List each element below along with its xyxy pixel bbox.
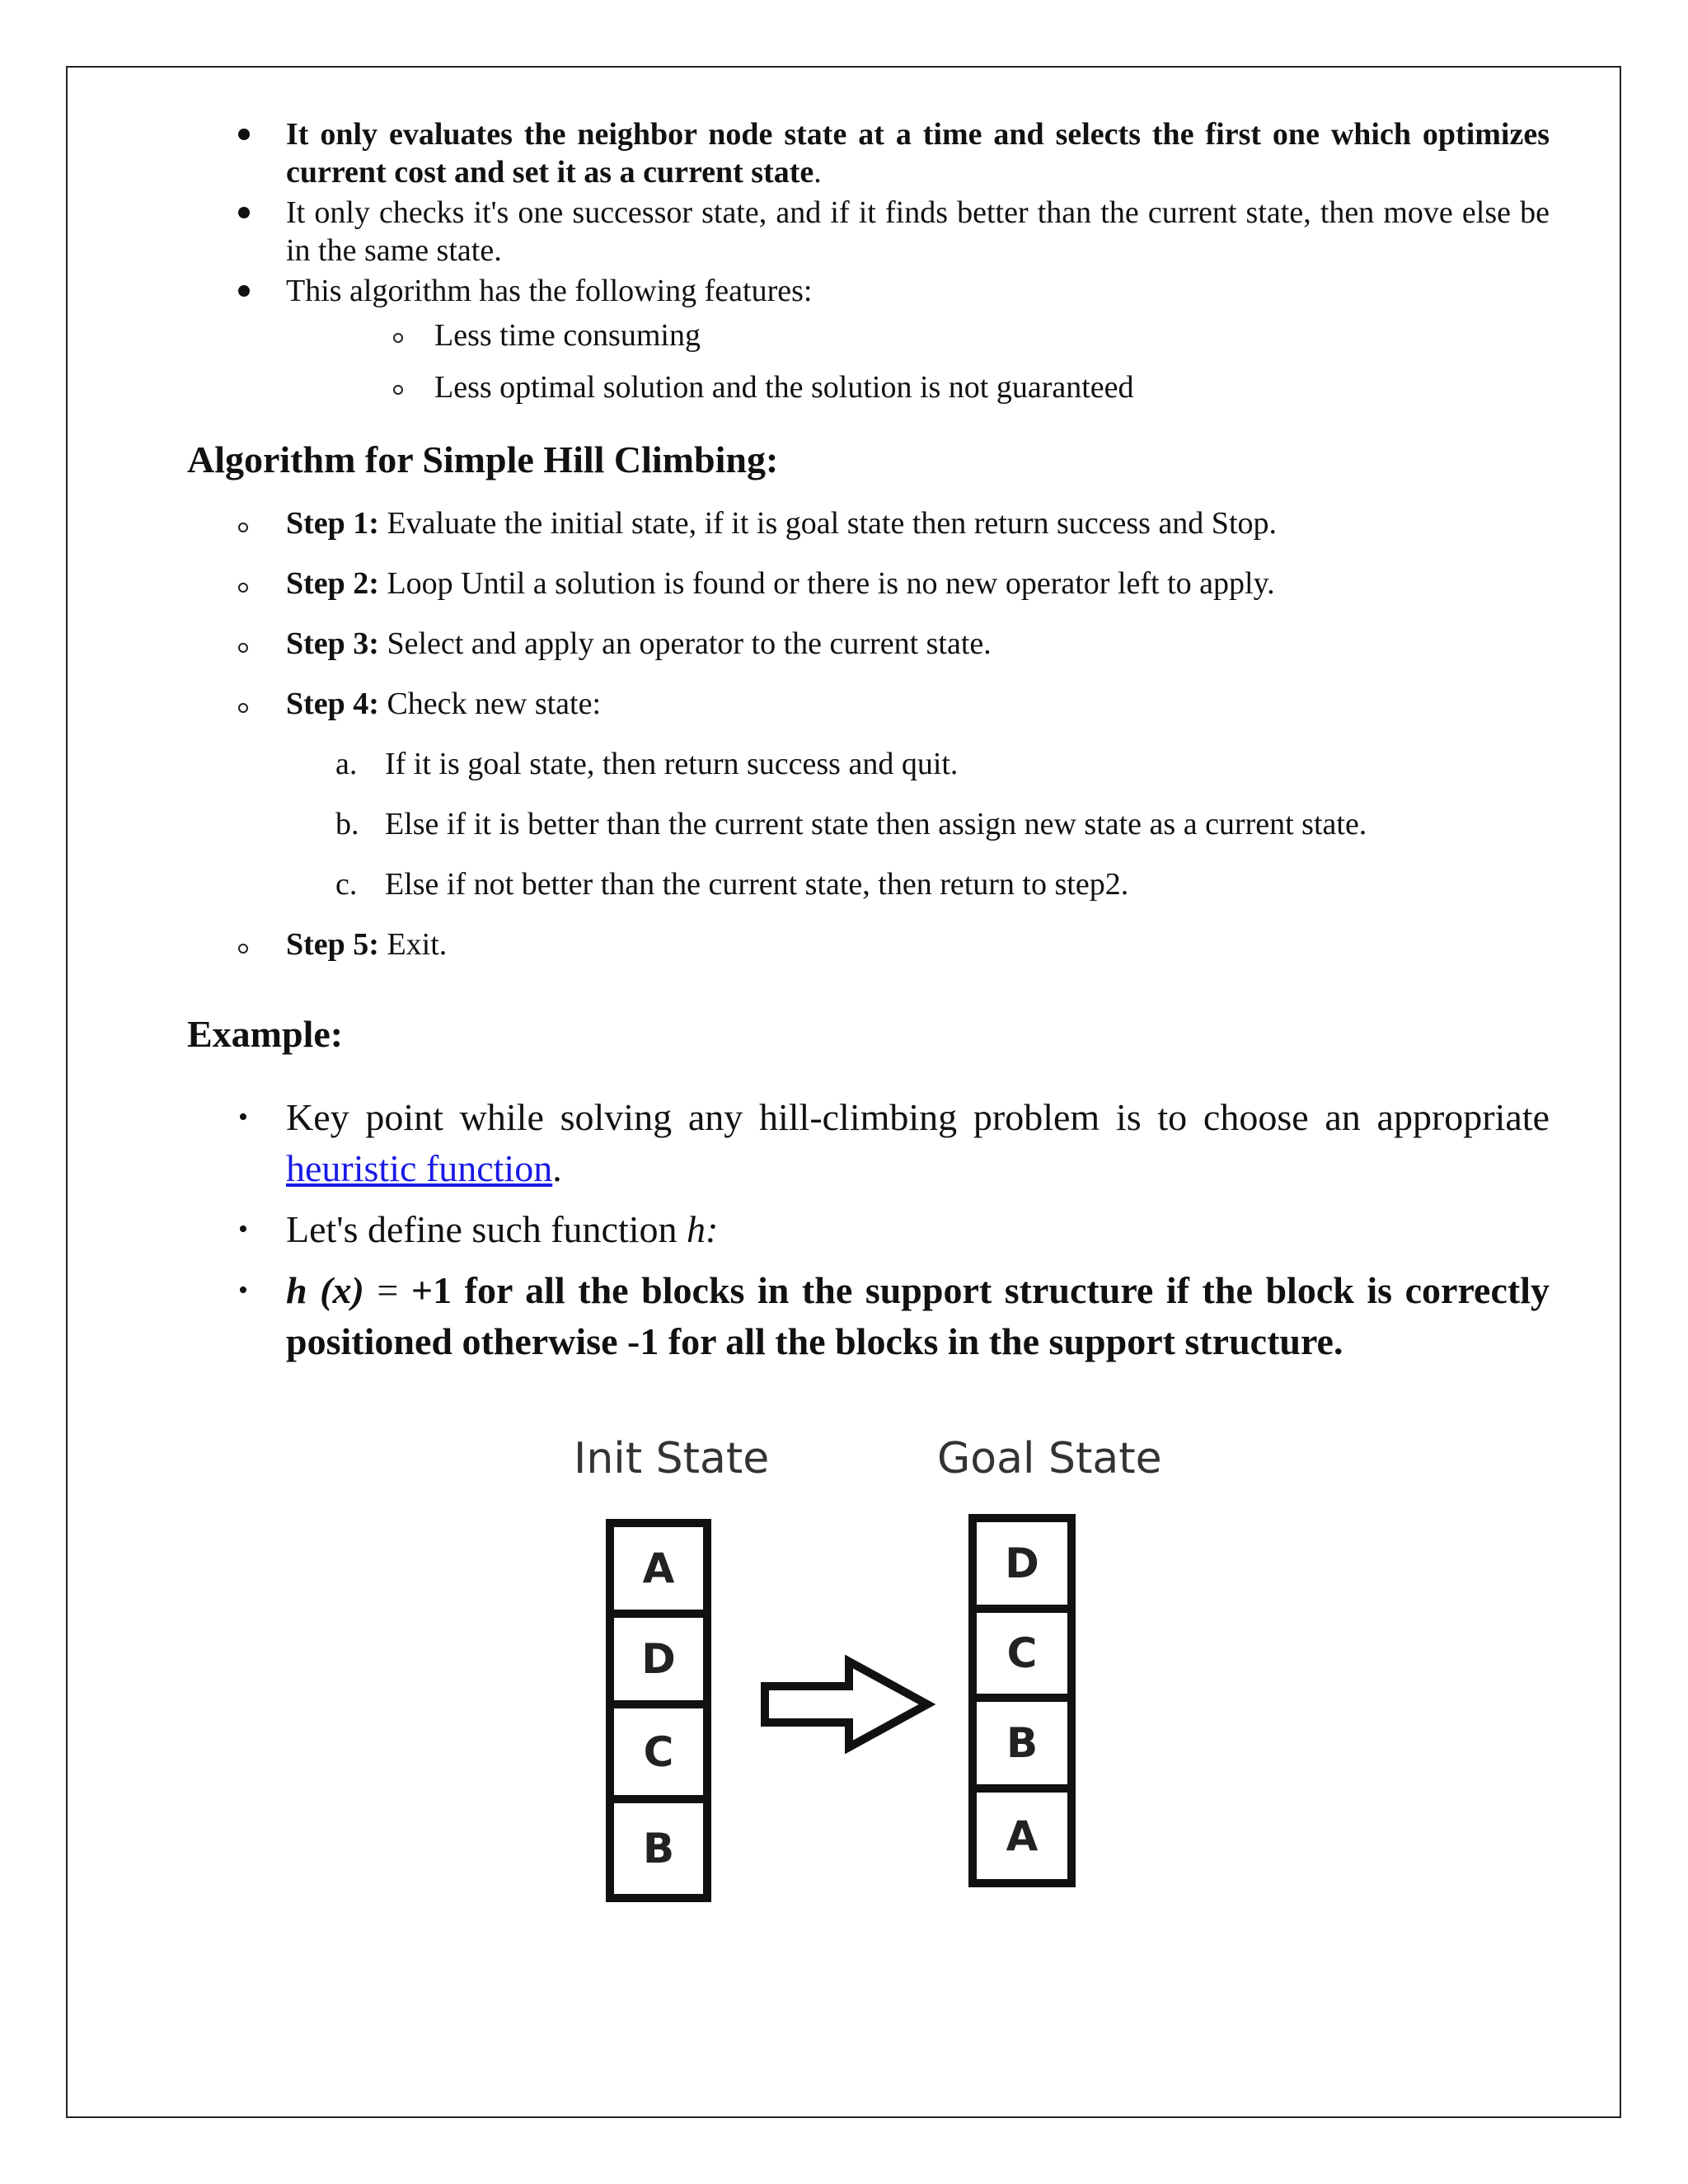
text: It only checks it's one successor state, and if it finds better than the current state, then move else be in the same state. bbox=[286, 195, 1550, 268]
step-text: Select and apply an operator to the current state. bbox=[378, 626, 992, 661]
algorithm-steps bbox=[286, 504, 1367, 986]
substep-item bbox=[335, 865, 1376, 926]
features-list bbox=[286, 115, 1550, 420]
features-sublist bbox=[434, 316, 1688, 406]
example-heading: Example: bbox=[187, 1013, 344, 1055]
substep-text: Else if not better than the current state, then return to step2. bbox=[385, 867, 1129, 902]
substep-letter: b. bbox=[335, 807, 359, 841]
list-item bbox=[286, 194, 1550, 269]
text: Key point while solving any hill-climbing problem is to choose an appropriate bbox=[286, 1096, 1550, 1138]
bullet-icon: • bbox=[238, 1214, 248, 1244]
heuristic-function-link[interactable]: heuristic function bbox=[286, 1147, 553, 1189]
circle-bullet-icon bbox=[393, 385, 403, 395]
init-state-stack bbox=[606, 1519, 711, 1902]
substep-text: If it is goal state, then return success and quit. bbox=[385, 747, 959, 781]
block: A bbox=[614, 1527, 703, 1610]
substep-letter: c. bbox=[335, 867, 358, 902]
step-item bbox=[286, 926, 1277, 986]
right-arrow-icon bbox=[758, 1655, 940, 1754]
italic-text: h (x) bbox=[286, 1269, 364, 1311]
goal-state-stack bbox=[968, 1514, 1076, 1887]
step-label: Step 5: bbox=[286, 927, 379, 962]
bullet-icon bbox=[238, 285, 250, 297]
block: B bbox=[614, 1803, 703, 1894]
example-list bbox=[238, 1092, 1550, 1377]
text: . bbox=[552, 1147, 562, 1189]
circle-bullet-icon bbox=[238, 523, 248, 532]
list-item bbox=[238, 1265, 1550, 1367]
block: C bbox=[614, 1708, 703, 1795]
step-text: Check new state: bbox=[378, 687, 602, 721]
text: = bbox=[363, 1269, 411, 1311]
block: A bbox=[977, 1793, 1067, 1879]
blocks-figure bbox=[552, 1434, 1179, 1912]
text: . bbox=[814, 155, 822, 190]
step-item bbox=[286, 685, 1367, 926]
substep-letter: a. bbox=[335, 747, 358, 781]
step-item bbox=[286, 625, 1277, 685]
list-item bbox=[286, 272, 1550, 406]
substep-item bbox=[335, 745, 1376, 805]
list-item bbox=[238, 1204, 1550, 1255]
block: D bbox=[977, 1522, 1067, 1605]
bold-text: It only evaluates the neighbor node state at a time and selects the first one which optimizes current cost and set it as a current state bbox=[286, 117, 1550, 190]
text: This algorithm has the following features: bbox=[286, 274, 813, 308]
bullet-icon bbox=[238, 129, 250, 140]
init-state-label: Init State bbox=[574, 1434, 770, 1483]
list-item bbox=[238, 1092, 1550, 1194]
text: Less time consuming bbox=[434, 318, 701, 353]
step-text: Evaluate the initial state, if it is goal state then return success and Stop. bbox=[378, 506, 1278, 541]
goal-state-label: Goal State bbox=[937, 1434, 1162, 1483]
block: C bbox=[977, 1613, 1067, 1694]
step-label: Step 1: bbox=[286, 506, 379, 541]
bullet-icon bbox=[238, 207, 250, 218]
circle-bullet-icon bbox=[238, 643, 248, 653]
block: D bbox=[614, 1618, 703, 1700]
circle-bullet-icon bbox=[393, 333, 403, 343]
italic-text: h: bbox=[687, 1208, 719, 1250]
bullet-icon: • bbox=[238, 1275, 248, 1305]
step-label: Step 3: bbox=[286, 626, 379, 661]
circle-bullet-icon bbox=[238, 944, 248, 954]
circle-bullet-icon bbox=[238, 583, 248, 593]
block: B bbox=[977, 1702, 1067, 1784]
step-label: Step 2: bbox=[286, 566, 379, 601]
substep-item bbox=[335, 805, 1376, 865]
bold-text: +1 for all the blocks in the support structure if the block is correctly positioned otherwise -1 for all the blocks in the support structure. bbox=[286, 1269, 1550, 1362]
text: Let's define such function bbox=[286, 1208, 687, 1250]
list-item bbox=[434, 368, 1688, 406]
step-text: Exit. bbox=[378, 927, 448, 962]
step-text: Loop Until a solution is found or there is no new operator left to apply. bbox=[378, 566, 1275, 601]
step-label: Step 4: bbox=[286, 687, 379, 721]
bullet-icon: • bbox=[238, 1102, 248, 1132]
step-item bbox=[286, 565, 1277, 625]
algorithm-heading: Algorithm for Simple Hill Climbing: bbox=[187, 438, 779, 480]
text: Less optimal solution and the solution is not guaranteed bbox=[434, 370, 1134, 405]
step-item bbox=[286, 504, 1277, 565]
list-item bbox=[434, 316, 1688, 354]
step-4-substeps bbox=[335, 745, 1376, 926]
circle-bullet-icon bbox=[238, 703, 248, 713]
substep-text: Else if it is better than the current state then assign new state as a current state. bbox=[385, 807, 1367, 841]
list-item bbox=[286, 115, 1550, 191]
